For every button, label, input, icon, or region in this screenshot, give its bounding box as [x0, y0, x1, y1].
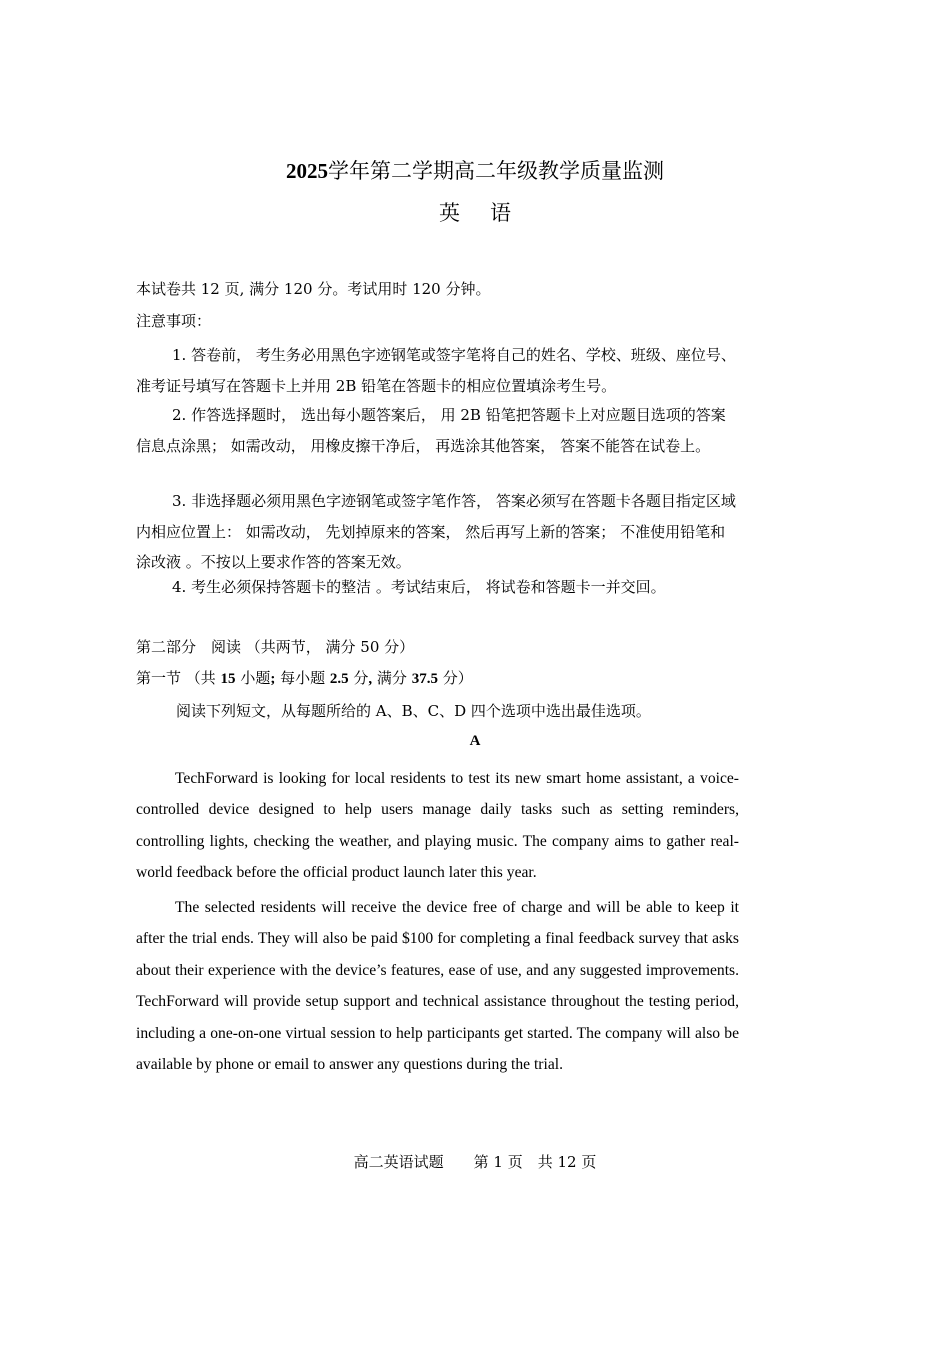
notice-item-2 — [136, 400, 739, 461]
section-prefix: 第一节 （共 — [136, 669, 221, 687]
notice-heading: 注意事项： — [136, 312, 212, 330]
part-heading: 第二部分 阅读 （共两节， 满分 50 分） — [136, 638, 415, 656]
section-mid3: 分 — [348, 669, 369, 687]
section-heading — [136, 667, 739, 690]
section-instruction: 阅读下列短文，从每题所给的 A、B、C、D 四个选项中选出最佳选项。 — [176, 702, 651, 720]
passage-letter: A — [469, 733, 481, 749]
section-end: 分） — [437, 669, 473, 687]
notice-item-4 — [136, 572, 739, 603]
section-total: 37.5 — [411, 671, 438, 687]
notice-item-1 — [136, 340, 739, 401]
notice-item-3 — [136, 486, 739, 578]
notice-text-4: 4. 考生必须保持答题卡的整洁 。考试结束后， 将试卷和答题卡一并交回。 — [172, 578, 666, 596]
title-text: 学年第二学期高二年级教学质量监测 — [328, 159, 664, 183]
title-year: 2025 — [286, 159, 328, 183]
exam-title — [0, 156, 950, 186]
section-each: 2.5 — [329, 671, 349, 687]
notice-text-3: 3. 非选择题必须用黑色字迹钢笔或签字笔作答， 答案必须写在答题卡各题目指定区域内相应位置上： 如需改动， 先划掉原来的答案， 然后再写上新的答案； 不准使用铅笔和涂改液 。不按以上要求作答的答案无效。 — [136, 492, 736, 571]
passage-paragraph-2: The selected residents will receive the device free of charge and will be able to keep it after the trial ends. They will also be paid $100 for completing a final feedback survey that asks about their experience with the device’s features, ease of use, and any suggested improvements. TechForward will provide setup support and technical assistance throughout the testing period, including a one-on-one virtual session to help participants get started. The company will also be available by phone or email to answer any questions during the trial. — [136, 899, 739, 1074]
section-sep2: , — [368, 671, 373, 687]
notice-text-2: 2. 作答选择题时， 选出每小题答案后， 用 2B 铅笔把答题卡上对应题目选项的答案信息点涂黑； 如需改动， 用橡皮擦干净后， 再选涂其他答案， 答案不能答在试卷上。 — [136, 406, 726, 455]
exam-summary: 本试卷共 12 页, 满分 120 分。考试用时 120 分钟。 — [136, 280, 491, 298]
subject-title: 英语 — [439, 201, 541, 225]
section-mid1: 小题 — [235, 669, 271, 687]
section-sep: ; — [270, 671, 276, 687]
section-mid2: 每小题 — [275, 669, 330, 687]
section-count: 15 — [220, 671, 236, 687]
notice-text-1: 1. 答卷前， 考生务必用黑色字迹钢笔或签字笔将自己的姓名、学校、班级、座位号、准考证号填写在答题卡上并用 2B 铅笔在答题卡的相应位置填涂考生号。 — [136, 346, 736, 395]
section-mid4: 满分 — [372, 669, 412, 687]
page-footer: 高二英语试题 第 1 页 共 12 页 — [353, 1153, 597, 1171]
passage-paragraph-1: TechForward is looking for local residents to test its new smart home assistant, a voice-controlled device designed to help users manage daily tasks such as setting reminders, controlling lights, checking the weather, and playing music. The company aims to gather real-world feedback before the official product launch later this year. — [136, 770, 739, 882]
